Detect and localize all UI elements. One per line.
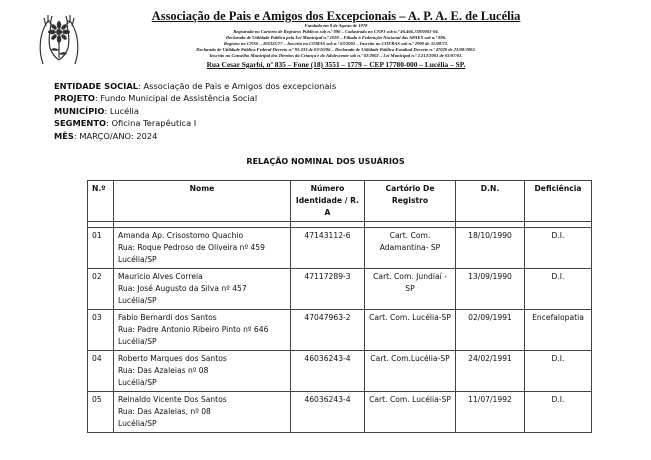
header-identidade: Número Identidade / R. A	[291, 181, 365, 222]
info-segmento: SEGMENTO: Oficina Terapêutica I	[54, 118, 197, 129]
header-deficiencia: Deficiência	[525, 181, 592, 222]
header-dn: D.N.	[456, 181, 525, 222]
header-line: Registro no CNSS – 203325/77 – Inscrito no COMAS sob n.º 03/2002 – Inscrito no COFRAS sob n.º 2900 de 31/08/73.	[223, 41, 449, 46]
organization-title: Associação de Pais e Amigos dos Excepcionais – A. P. A. E. de Lucélia	[151, 9, 521, 23]
header-address: Rua Cesar Sgarbi, nº 835 – Fone (18) 3551 – 1779 – CEP 17780-000 – Lucélia – SP.	[206, 60, 466, 69]
table-header-row	[88, 181, 592, 222]
table-row: 03 Fabio Bernardi dos Santos Rua: Padre Antonio Ribeiro Pinto nº 646 Lucélia/SP 47047963-2 Cart. Com. Lucélia-SP 02/09/1991 Encefalopatia	[88, 310, 592, 351]
header-cartorio: Cartório De Registro	[365, 181, 456, 222]
header-line: Registrada no Cartório de Registros Públicos sob n.º 096 – Cadastrada no CNPJ sob n.º 46.466.738/0001-04.	[233, 29, 439, 34]
header-line: Declarada de Utilidade Pública Federal Decreto n.º 92.333 de 03/10/86 – Declarada de Utilidade Pública Estadual Decreto n.º 47020 de 23/08/2002.	[196, 47, 476, 52]
header-numero-ordem: N.º	[88, 181, 114, 222]
project-info	[54, 80, 336, 142]
info-projeto: PROJETO: Fundo Municipal de Assistência Social	[54, 93, 258, 104]
info-municipio: MUNICÍPIO: Lucélia	[54, 105, 139, 116]
table-row: 05 Reinaldo Vicente Dos Santos Rua: Das Azaleias, nº 08 Lucélia/SP 46036243-4 Cart. Com. Lucélia-SP 11/07/1992 D.I.	[88, 392, 592, 433]
table-row: 04 Roberto Marques dos Santos Rua: Das Azaleias nº 08 Lucélia/SP 46036243-4 Cart. Com.Lucélia-SP 24/02/1991 D.I.	[88, 351, 592, 392]
letterhead	[0, 0, 651, 82]
users-table	[87, 180, 592, 433]
header-line: Inscrito no Conselho Municipal dos Direitos da Criança e do Adolescente sob n.º 02/2002 – Lei Municipal n.º 2.212/2001 de 03/07/01.	[209, 53, 463, 58]
apae-logo-icon	[34, 12, 84, 66]
info-entidade: ENTIDADE SOCIAL: Associação de Pais e Amigos dos excepcionais	[54, 81, 337, 91]
header-nome: Nome	[114, 181, 291, 222]
table-row: 02 Mauricio Alves Correia Rua: José Augusto da Silva nº 457 Lucélia/SP 47117289-3 Cart. Com. Jundiaí -SP 13/09/1990 D.I.	[88, 269, 592, 310]
section-title: RELAÇÃO NOMINAL DOS USUÁRIOS	[246, 157, 405, 166]
table-row: 01 Amanda Ap. Crisostomo Quachio Rua: Roque Pedroso de Oliveira nº 459 Lucélia/SP 47143112-6 Cart. Com. Adamantina- SP 18/10/1990 D.I.	[88, 228, 592, 269]
header-line: Declarada de Utilidade Pública pela Lei Municipal n.º 1020 – Filiada à Federação Nacional das APAES sob n.º 886.	[225, 35, 447, 40]
header-line: Fundada em 8 de Agosto de 1978	[304, 23, 368, 28]
info-mes: MÊS: MARÇO/ANO: 2024	[54, 130, 158, 141]
